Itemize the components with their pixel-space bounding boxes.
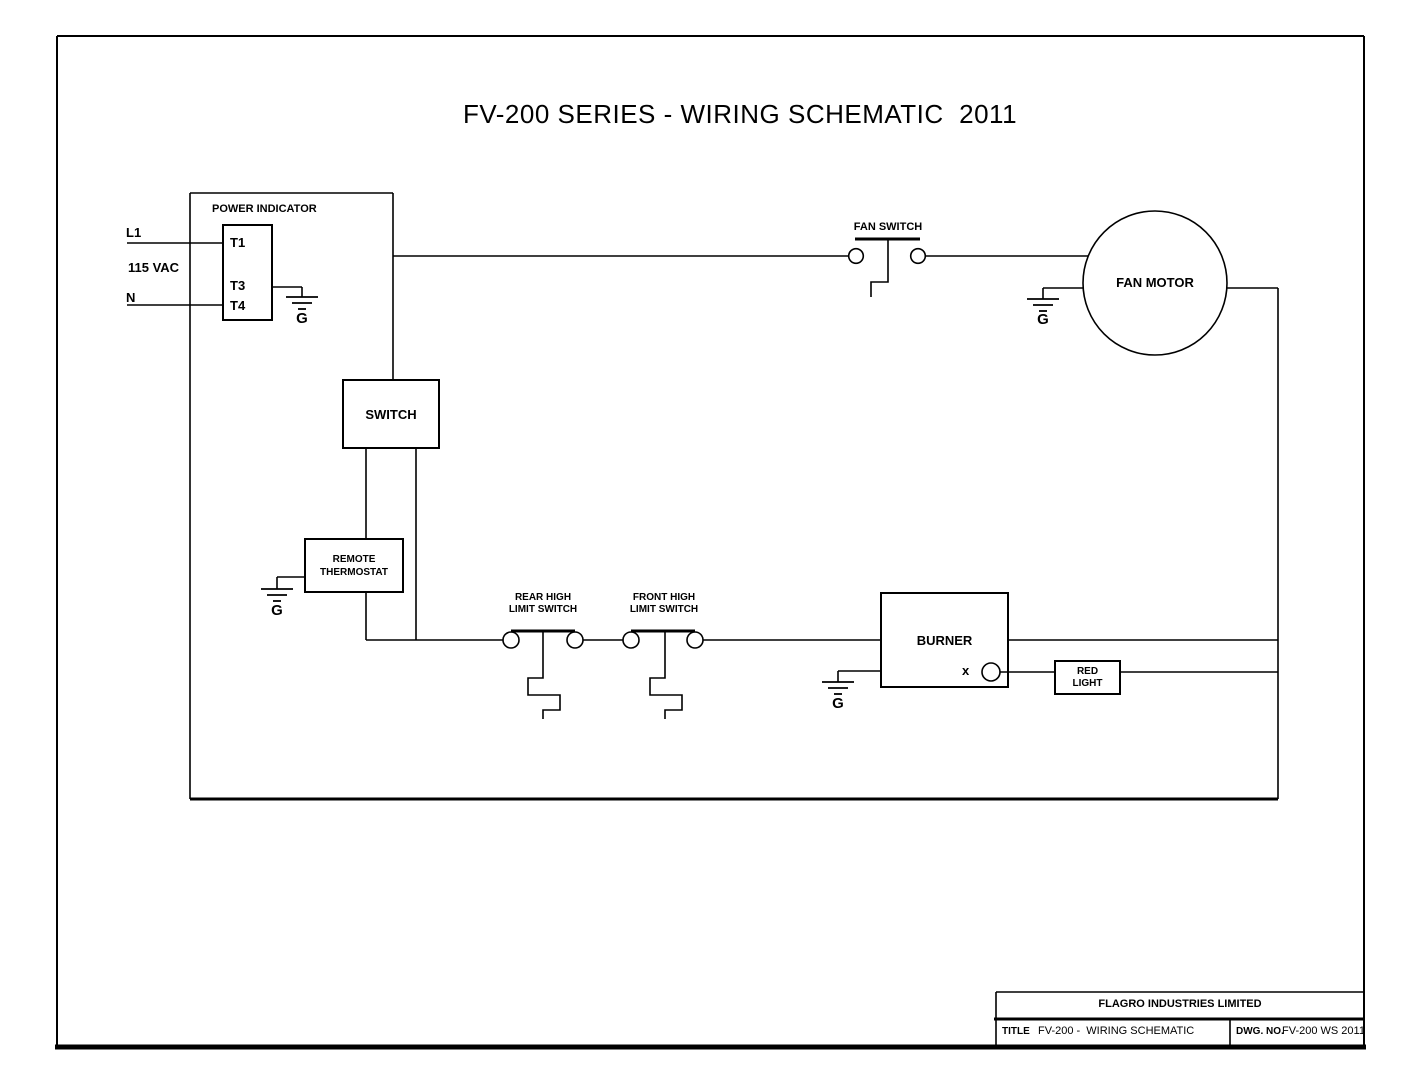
fan-motor-label: FAN MOTOR [1116, 275, 1194, 290]
burner-label-text: BURNER [916, 632, 973, 648]
supply-neutral-label: N [126, 290, 136, 305]
drawing-title: FV-200 SERIES - WIRING SCHEMATIC 2011 [462, 99, 1018, 129]
red-light-line2: LIGHT [1072, 677, 1103, 689]
front-limit-line1: FRONT HIGH [632, 592, 696, 603]
ground-label-burner: G [832, 695, 844, 712]
front-limit-switch-symbol [623, 631, 703, 719]
supply-line-label: L1 [126, 225, 142, 240]
rear-limit-switch-symbol [503, 631, 583, 719]
remote-thermostat-line1: REMOTE [332, 553, 376, 565]
rear-limit-line1: REAR HIGH [514, 592, 572, 603]
terminal-t4-label: T4 [230, 298, 246, 313]
front-limit-switch-label [612, 592, 716, 616]
power-indicator-label: POWER INDICATOR [212, 203, 317, 215]
remote-thermostat-label [305, 539, 403, 592]
switch-label-text: SWITCH [365, 406, 417, 422]
switch-label [343, 380, 439, 448]
red-light-label [1055, 661, 1120, 694]
burner-label [881, 593, 1008, 687]
ground-symbol-thermostat [261, 589, 293, 601]
remote-thermostat-line2: THERMOSTAT [320, 566, 388, 578]
ground-symbol-fan-motor [1027, 299, 1059, 311]
rear-limit-switch-label [491, 592, 595, 616]
supply-voltage-label: 115 VAC [128, 260, 180, 275]
rear-limit-line2: LIMIT SWITCH [508, 604, 578, 615]
front-limit-line2: LIMIT SWITCH [629, 604, 699, 615]
title-block-company: FLAGRO INDUSTRIES LIMITED [1098, 998, 1262, 1010]
burner-pilot-label: x [962, 663, 970, 678]
terminal-t3-label: T3 [230, 278, 246, 293]
ground-label-thermostat: G [271, 602, 283, 619]
terminal-t1-label: T1 [230, 235, 246, 250]
page-border [55, 36, 1366, 1047]
title-block-dwg-value: FV-200 WS 2011 [1282, 1025, 1365, 1037]
ground-label-power-indicator: G [296, 310, 308, 327]
ground-symbol-burner [822, 682, 854, 694]
ground-label-fan-motor: G [1037, 311, 1049, 328]
ground-symbol-power-indicator [286, 297, 318, 309]
title-block-dwg-label: DWG. NO. [1236, 1026, 1284, 1037]
title-block-title-value: FV-200 - WIRING SCHEMATIC [1038, 1025, 1195, 1037]
red-light-line1: RED [1076, 665, 1099, 677]
fan-switch-symbol [849, 239, 926, 297]
title-block-title-label: TITLE [1002, 1026, 1030, 1037]
fan-switch-label: FAN SWITCH [853, 221, 923, 233]
